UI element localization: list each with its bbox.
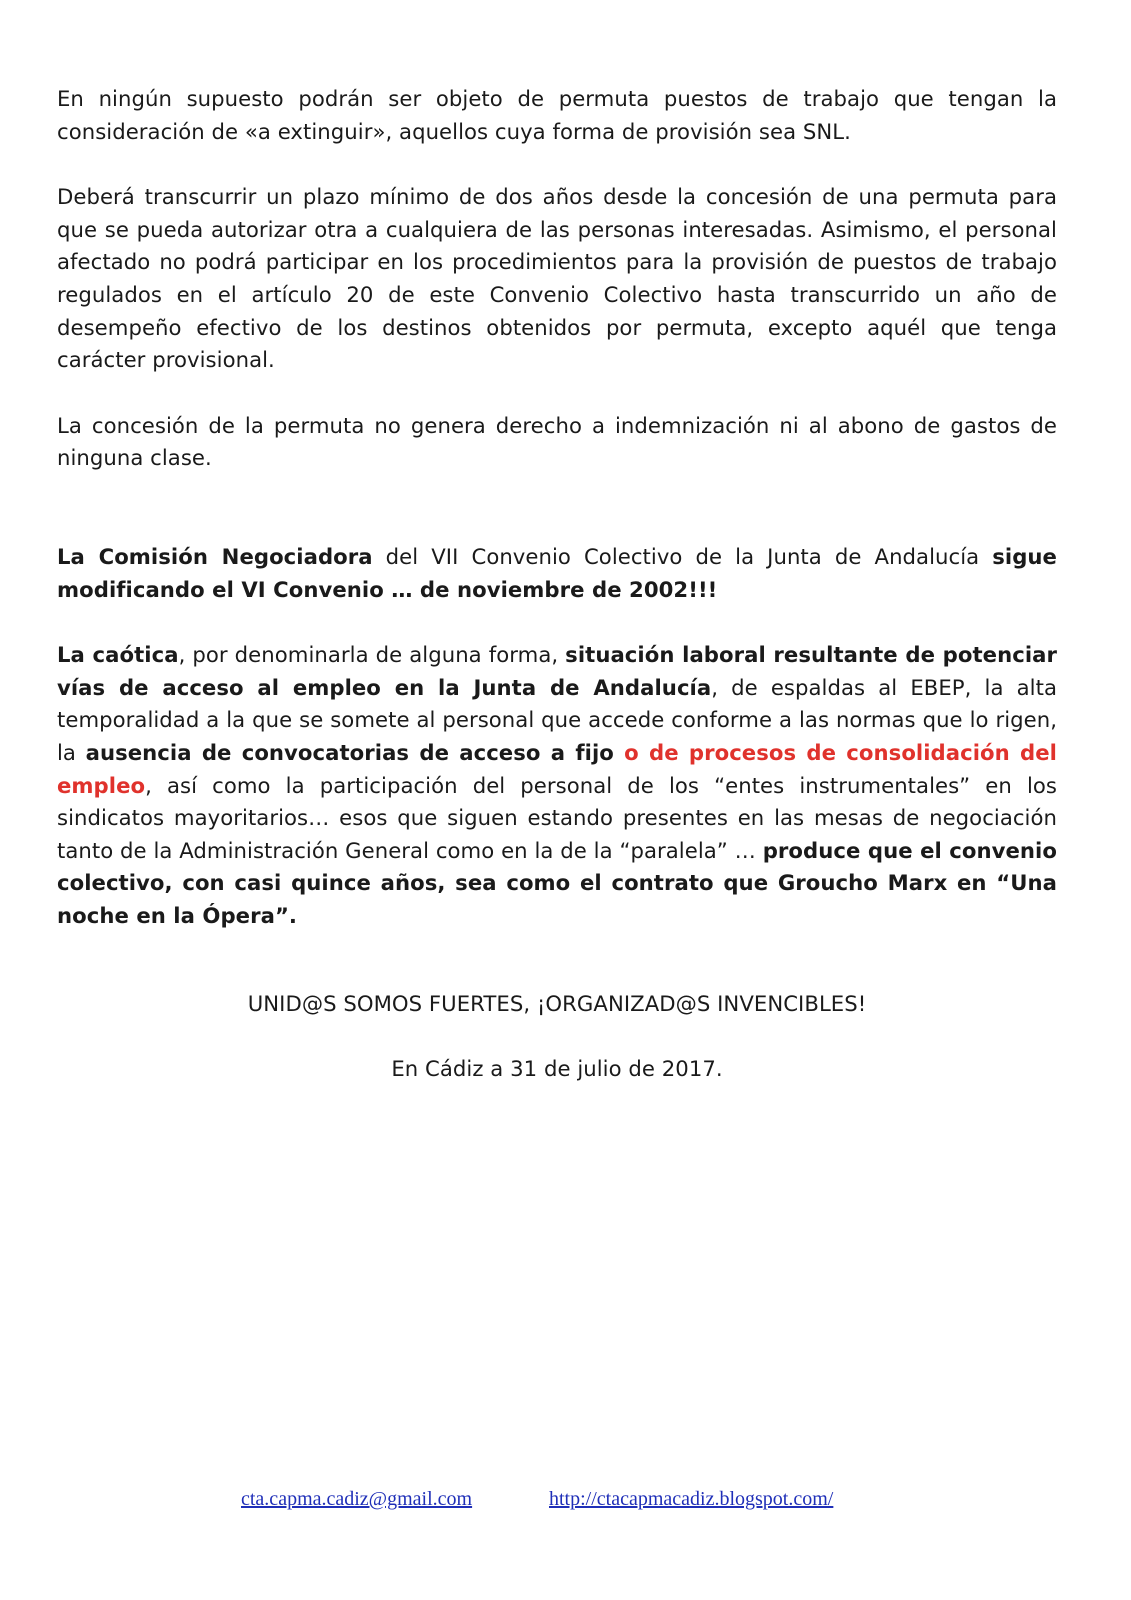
slogan: UNID@S SOMOS FUERTES, ¡ORGANIZAD@S INVENCIBLES! <box>247 991 867 1017</box>
bold-comision: La Comisión Negociadora <box>57 543 373 569</box>
text-entes-instrumentales: , así como la participación del personal de los “entes instrumentales” en los sindicatos mayoritarios… esos que siguen estando presentes en las mesas de negociación tanto de la Administración General como en la de la “paralela” … <box>57 772 1057 863</box>
text-espaldas-ebep: , de espaldas al EBEP, la alta temporalidad a la que se somete al personal que accede conforme a las normas que lo rigen, la <box>57 674 1058 765</box>
bold-la-caotica: La caótica <box>57 642 179 668</box>
paragraph-comision-negociadora <box>57 541 1057 606</box>
paragraph-permuta-restriction: En ningún supuesto podrán ser objeto de permuta puestos de trabajo que tengan la consideración de «a extinguir», aquellos cuya forma de provisión sea SNL. <box>57 86 1057 144</box>
paragraph-situacion-caotica <box>57 639 1057 932</box>
bold-groucho-marx: produce que el convenio colectivo, con casi quince años, sea como el contrato que Groucho Marx en “Una noche en la Ópera”. <box>57 837 1057 928</box>
bold-situacion-laboral: situación laboral resultante de potenciar vías de acceso al empleo en la Junta de Andalucía <box>57 642 1057 700</box>
paragraph-permuta-indemnizacion: La concesión de la permuta no genera derecho a indemnización ni al abono de gastos de ninguna clase. <box>57 412 1057 471</box>
email-link[interactable]: cta.capma.cadiz@gmail.com <box>241 1488 473 1510</box>
blog-link[interactable]: http://ctacapmacadiz.blogspot.com/ <box>549 1488 834 1510</box>
document-body <box>57 83 1057 1086</box>
red-procesos-consolidacion: o de procesos de consolidación del empleo <box>57 739 1057 798</box>
date-line: En Cádiz a 31 de julio de 2017. <box>391 1056 723 1082</box>
text-denominarla: , por denominarla de alguna forma, <box>178 642 566 668</box>
bold-ausencia-convocatorias: ausencia de convocatorias de acceso a fijo <box>85 739 614 765</box>
bold-sigue-modificando: sigue modificando el VI Convenio … de noviembre de 2002!!! <box>57 543 1057 602</box>
paragraph-permuta-plazo: Deberá transcurrir un plazo mínimo de dos años desde la concesión de una permuta para que se pueda autorizar otra a cualquiera de las personas interesadas. Asimismo, el personal afectado no podrá participar en los procedimientos para la provisión de puestos de trabajo regulados en el artículo 20 de este Convenio Colectivo hasta transcurrido un año de desempeño efectivo de los destinos obtenidos por permuta, excepto aquél que tenga carácter provisional. <box>57 184 1057 373</box>
text-convenio-vii: del VII Convenio Colectivo de la Junta de Andalucía <box>372 543 993 569</box>
